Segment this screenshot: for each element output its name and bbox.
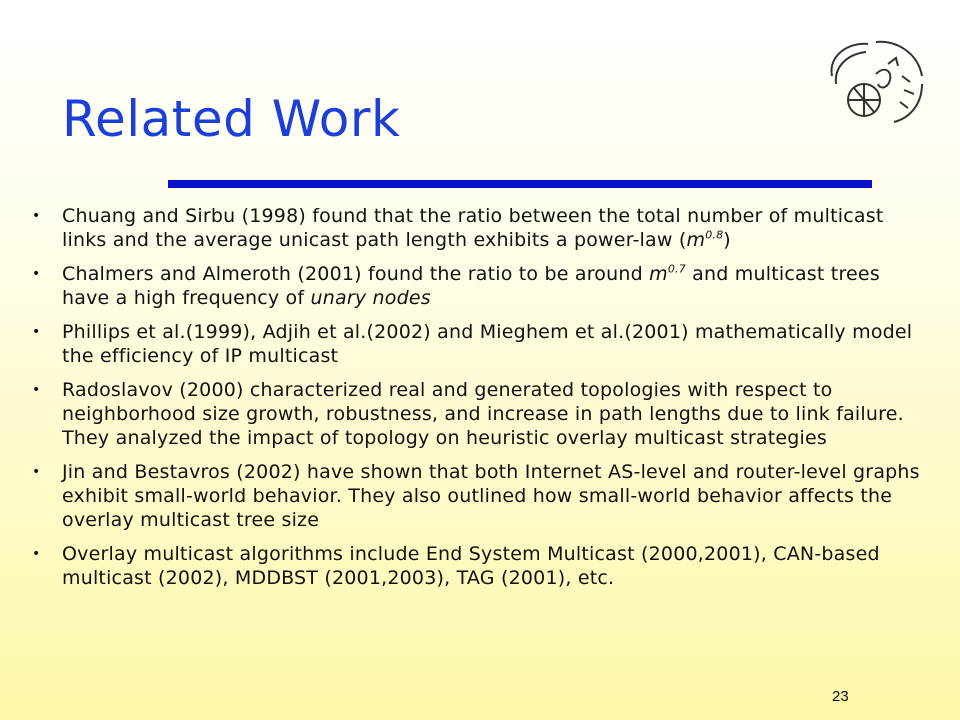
page-number: 23 xyxy=(832,688,849,705)
page-title: Related Work xyxy=(62,90,401,148)
bullet-dot-icon: • xyxy=(32,208,41,224)
bullet-math: m xyxy=(686,229,706,251)
bullet-exponent: 0.8 xyxy=(705,228,724,242)
bullet-list xyxy=(30,204,930,600)
list-item xyxy=(30,542,930,590)
bullet-emphasis: unary nodes xyxy=(310,287,431,309)
bullet-text: Phillips et al.(1999), Adjih et al.(2002) and Mieghem et al.(2001) mathematically model the efficiency of IP multicast xyxy=(62,321,913,367)
bullet-dot-icon: • xyxy=(32,266,41,282)
bullet-dot-icon: • xyxy=(32,546,41,562)
list-item xyxy=(30,460,930,532)
bullet-text: Radoslavov (2000) characterized real and generated topologies with respect to neighborhood size growth, robustness, and increase in path lengths due to link failure. They analyzed the impact of topology on heuristic overlay multicast strategies xyxy=(62,379,904,449)
bullet-dot-icon: • xyxy=(32,464,41,480)
bullet-text: and multicast trees have a high frequency of xyxy=(62,263,880,309)
bullet-text: ) xyxy=(723,229,731,251)
list-item xyxy=(30,204,930,252)
list-item xyxy=(30,262,930,310)
bullet-dot-icon: • xyxy=(32,324,41,340)
list-item xyxy=(30,320,930,368)
title-divider xyxy=(168,180,872,188)
bullet-exponent: 0.7 xyxy=(667,262,686,276)
bullet-text: Chalmers and Almeroth (2001) found the ratio to be around xyxy=(62,263,650,285)
bullet-text: Chuang and Sirbu (1998) found that the ratio between the total number of multicast links and the average unicast path length exhibits a power-law ( xyxy=(62,205,884,251)
list-item xyxy=(30,378,930,450)
bullet-dot-icon: • xyxy=(32,382,41,398)
university-seal-icon xyxy=(818,36,930,126)
bullet-text: Overlay multicast algorithms include End System Multicast (2000,2001), CAN-based multicast (2002), MDDBST (2001,2003), TAG (2001), etc. xyxy=(62,543,880,589)
bullet-text: Jin and Bestavros (2002) have shown that both Internet AS-level and router-level graphs exhibit small-world behavior. They also outlined how small-world behavior affects the overlay multicast tree size xyxy=(62,461,920,531)
bullet-math: m xyxy=(649,263,668,285)
